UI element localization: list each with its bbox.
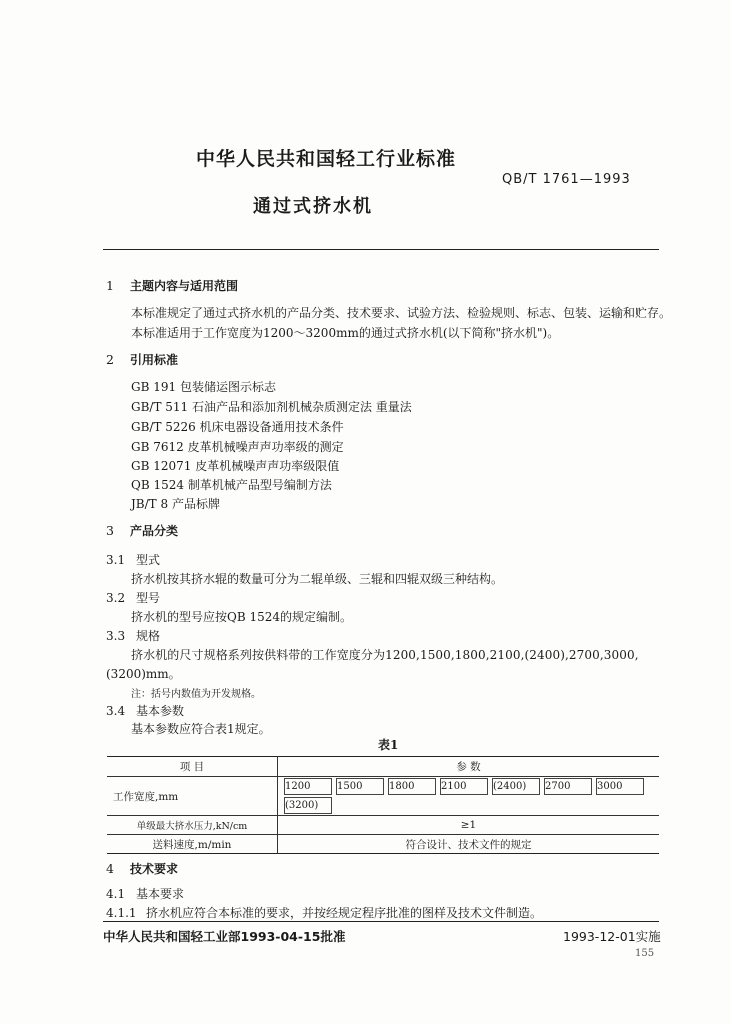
subsection-number: 4.1	[106, 887, 126, 901]
width-value: 1500	[336, 778, 384, 795]
reference-item: GB 7612 皮革机械噪声声功率级的测定	[131, 440, 344, 454]
width-value: 1800	[388, 778, 436, 795]
row-label: 送料速度,m/min	[107, 835, 278, 854]
subsection-title: 规格	[136, 629, 161, 643]
reference-item: GB 191 包装储运图示标志	[131, 380, 276, 394]
paragraph: 基本参数应符合表1规定。	[131, 722, 271, 736]
section-3-heading	[106, 522, 178, 539]
width-values	[278, 777, 660, 816]
row-value: 符合设计、技术文件的规定	[278, 835, 660, 854]
width-value: 2100	[440, 778, 488, 795]
paragraph: 挤水机的尺寸规格系列按供料带的工作宽度分为1200,1500,1800,2100,(2400),2700,3000,	[131, 648, 639, 662]
footer-rule	[103, 921, 659, 922]
subsection-title: 基本要求	[136, 887, 185, 901]
subsection-3-3-heading	[106, 627, 160, 644]
section-title: 主题内容与适用范围	[130, 279, 239, 293]
reference-item: JB/T 8 产品标牌	[131, 497, 220, 511]
section-number: 1	[106, 278, 114, 293]
subsection-number: 3.2	[106, 591, 126, 605]
subsection-title: 基本参数	[136, 704, 185, 718]
reference-item: GB 12071 皮革机械噪声声功率级限值	[131, 459, 340, 473]
row-value: ≥1	[278, 816, 660, 835]
subsection-number: 3.4	[106, 704, 126, 718]
reference-item: GB/T 511 石油产品和添加剂机械杂质测定法 重量法	[131, 400, 412, 414]
section-number: 3	[106, 523, 114, 538]
width-value: (3200)	[284, 797, 332, 814]
section-title: 技术要求	[130, 862, 179, 876]
section-number: 2	[106, 352, 114, 367]
note: 注：括号内数值为开发规格。	[131, 689, 261, 700]
table-caption: 表1	[378, 738, 399, 752]
standard-code: QB/T 1761—1993	[502, 172, 631, 187]
table-header-param: 参 数	[278, 757, 660, 777]
paragraph: 本标准规定了通过式挤水机的产品分类、技术要求、试验方法、检验规则、标志、包装、运输和贮存。	[131, 306, 672, 320]
width-value: 1200	[284, 778, 332, 795]
header-rule	[103, 249, 659, 250]
paragraph: 挤水机应符合本标准的要求，并按经规定程序批准的图样及技术文件制造。	[146, 906, 543, 920]
document-title: 通过式挤水机	[253, 196, 373, 217]
table-row	[107, 777, 659, 816]
subsection-title: 型号	[136, 591, 161, 605]
standard-body: 中华人民共和国轻工行业标准	[196, 148, 457, 170]
table-header-row	[107, 757, 659, 777]
table-row	[107, 816, 659, 835]
paragraph: 挤水机的型号应按QB 1524的规定编制。	[131, 610, 353, 624]
section-title: 产品分类	[130, 524, 179, 538]
paragraph-continuation: (3200)mm。	[106, 667, 181, 681]
subsection-3-1-heading	[106, 551, 160, 568]
paragraph: 挤水机按其挤水辊的数量可分为二辊单级、三辊和四辊双级三种结构。	[131, 572, 504, 586]
subsection-number: 3.1	[106, 553, 126, 567]
subsection-number: 3.3	[106, 629, 126, 643]
table-row	[107, 835, 659, 854]
subsection-number: 4.1.1	[106, 906, 137, 920]
section-2-heading	[106, 351, 178, 368]
reference-item: GB/T 5226 机床电器设备通用技术条件	[131, 420, 344, 434]
page-number: 155	[635, 948, 655, 959]
subsection-3-4-heading	[106, 702, 184, 719]
paragraph: 本标准适用于工作宽度为1200～3200mm的通过式挤水机(以下简称"挤水机")。	[131, 326, 560, 340]
row-label: 工作宽度,mm	[107, 777, 278, 816]
section-number: 4	[106, 861, 114, 876]
approval-line: 中华人民共和国轻工业部1993-04-15批准	[103, 929, 346, 944]
section-title: 引用标准	[130, 353, 179, 367]
subsection-4-1-1	[106, 904, 542, 921]
row-label: 单级最大挤水压力,kN/cm	[107, 816, 278, 835]
subsection-4-1-heading	[106, 885, 184, 902]
width-value: 3000	[596, 778, 644, 795]
width-value: 2700	[544, 778, 592, 795]
table-header-item: 项 目	[107, 757, 278, 777]
width-value: (2400)	[492, 778, 540, 795]
section-1-heading	[106, 277, 238, 294]
section-4-heading	[106, 860, 178, 877]
subsection-title: 型式	[136, 553, 161, 567]
reference-item: QB 1524 制革机械产品型号编制方法	[131, 478, 332, 492]
effective-date: 1993-12-01实施	[563, 929, 661, 944]
parameter-table	[107, 756, 659, 854]
subsection-3-2-heading	[106, 589, 160, 606]
